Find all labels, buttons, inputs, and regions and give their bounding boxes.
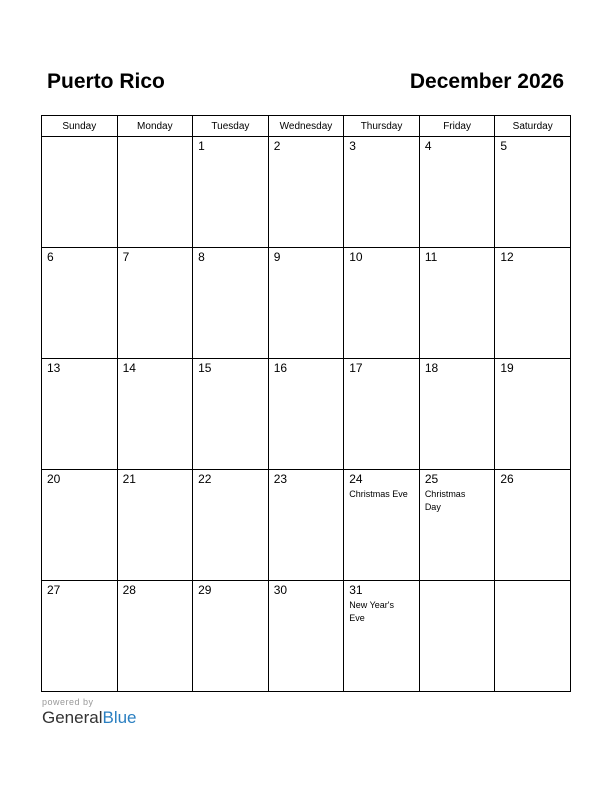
day-cell — [419, 470, 495, 581]
day-number: 8 — [198, 250, 205, 264]
holiday-label: New Year's Eve — [349, 600, 394, 623]
day-cell — [495, 248, 571, 359]
day-number: 22 — [198, 472, 212, 486]
day-number: 25 — [424, 472, 439, 486]
day-cell — [419, 359, 495, 470]
day-number: 10 — [349, 250, 363, 264]
day-cell — [344, 248, 420, 359]
day-cell — [495, 581, 571, 692]
week-row — [42, 248, 571, 359]
day-cell — [193, 137, 269, 248]
day-cell — [193, 359, 269, 470]
page-title-country: Puerto Rico — [47, 70, 165, 93]
day-cell — [495, 359, 571, 470]
day-cell — [193, 248, 269, 359]
day-cell — [117, 581, 193, 692]
day-number: 27 — [47, 583, 61, 597]
day-cell — [42, 581, 118, 692]
day-number — [42, 137, 117, 140]
day-number: 19 — [500, 361, 514, 375]
weekday-monday: Monday — [117, 116, 193, 137]
day-number: 12 — [500, 250, 514, 264]
day-number: 31 — [349, 583, 363, 597]
day-cell — [193, 581, 269, 692]
day-cell — [42, 470, 118, 581]
week-row — [42, 470, 571, 581]
day-cell — [268, 470, 344, 581]
day-number — [118, 137, 193, 140]
day-cell — [419, 137, 495, 248]
weekday-header-row — [42, 116, 571, 137]
day-cell — [117, 248, 193, 359]
day-number: 3 — [349, 139, 356, 153]
day-cell — [193, 470, 269, 581]
day-cell — [268, 248, 344, 359]
day-cell — [42, 137, 118, 248]
week-row — [42, 581, 571, 692]
brand-general: General — [42, 708, 103, 727]
day-cell — [495, 470, 571, 581]
weekday-sunday: Sunday — [42, 116, 118, 137]
page-title-month: December 2026 — [409, 70, 564, 93]
day-number: 29 — [198, 583, 212, 597]
holiday-label: Christmas Day — [424, 489, 466, 512]
day-cell — [344, 359, 420, 470]
day-number: 5 — [500, 139, 508, 153]
day-cell — [419, 248, 495, 359]
day-number: 26 — [500, 472, 514, 486]
day-number: 4 — [424, 139, 432, 153]
day-cell — [117, 137, 193, 248]
day-cell — [344, 581, 420, 692]
day-number: 20 — [47, 472, 61, 486]
day-cell — [42, 359, 118, 470]
day-number: 1 — [198, 139, 205, 153]
day-number: 6 — [47, 250, 54, 264]
weekday-friday: Friday — [419, 116, 495, 137]
powered-by-text: powered by — [42, 697, 94, 707]
day-cell — [117, 470, 193, 581]
footer-branding — [42, 697, 137, 728]
weekday-thursday: Thursday — [344, 116, 420, 137]
day-number: 13 — [47, 361, 61, 375]
day-cell — [42, 248, 118, 359]
day-number: 21 — [122, 472, 136, 486]
day-number: 17 — [349, 361, 363, 375]
day-number: 23 — [273, 472, 288, 486]
calendar-grid — [41, 115, 571, 692]
day-number — [420, 581, 495, 584]
day-cell — [495, 137, 571, 248]
holiday-label: Christmas Eve — [349, 489, 408, 499]
day-number: 18 — [424, 361, 439, 375]
day-number — [495, 581, 570, 584]
weekday-saturday: Saturday — [495, 116, 571, 137]
day-number: 7 — [122, 250, 130, 264]
day-number: 30 — [273, 583, 288, 597]
day-cell — [117, 359, 193, 470]
day-number: 15 — [198, 361, 212, 375]
day-cell — [268, 581, 344, 692]
day-number: 2 — [273, 139, 281, 153]
day-cell — [268, 137, 344, 248]
day-number: 28 — [122, 583, 136, 597]
day-number: 11 — [424, 250, 438, 264]
day-cell — [344, 137, 420, 248]
day-number: 9 — [273, 250, 281, 264]
week-row — [42, 359, 571, 470]
day-cell — [268, 359, 344, 470]
week-row — [42, 137, 571, 248]
day-number: 14 — [122, 361, 136, 375]
weekday-tuesday: Tuesday — [193, 116, 269, 137]
generalblue-logo[interactable] — [42, 708, 137, 728]
brand-blue: Blue — [102, 708, 137, 727]
day-number: 24 — [349, 472, 363, 486]
day-number: 16 — [273, 361, 288, 375]
day-cell — [419, 581, 495, 692]
weekday-wednesday: Wednesday — [268, 116, 344, 137]
day-cell — [344, 470, 420, 581]
